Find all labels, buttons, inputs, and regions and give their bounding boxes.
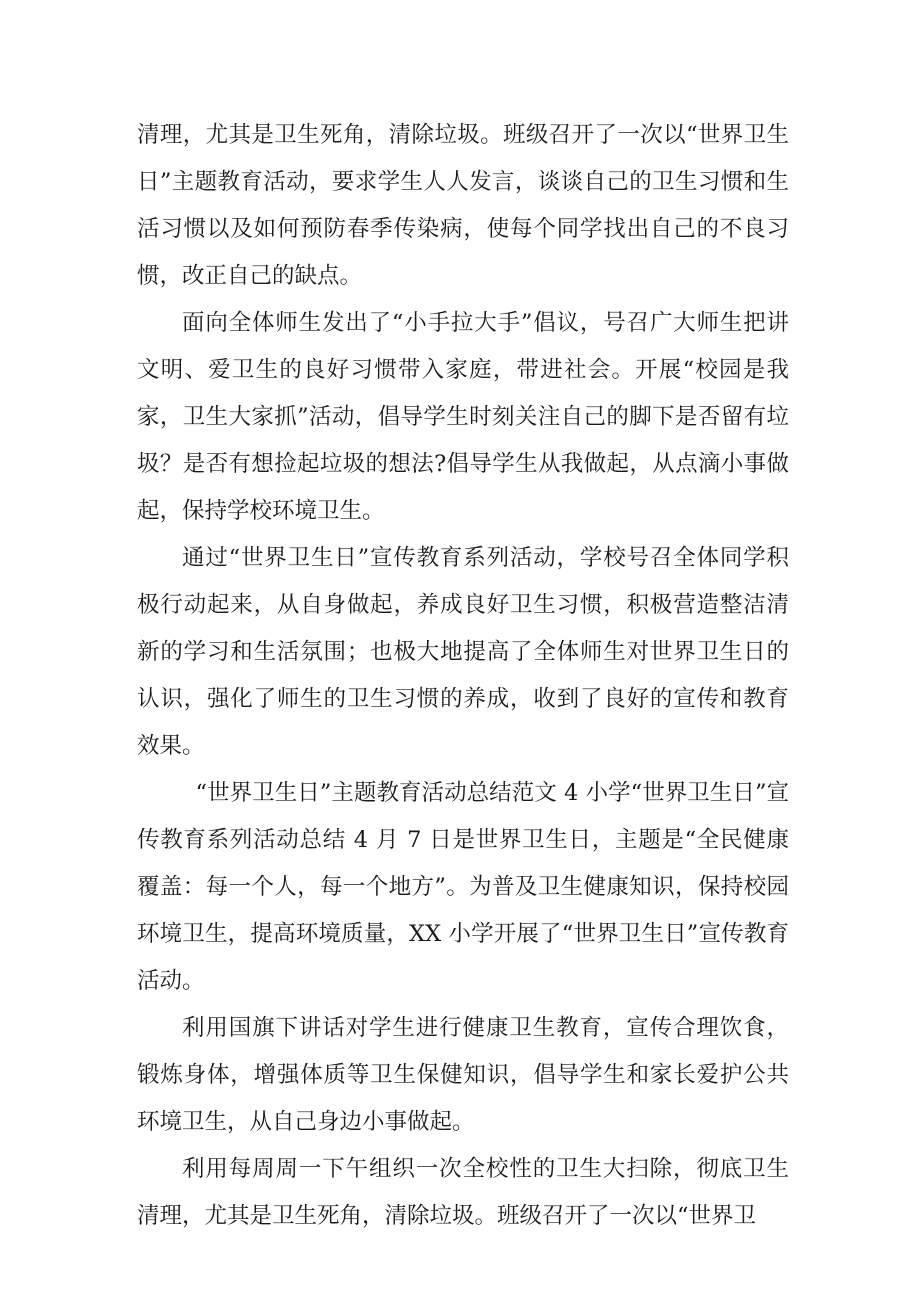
document-body: [137, 112, 789, 1240]
paragraph-small-hands-initiative: 面向全体师生发出了“小手拉大手”倡议，号召广大师生把讲文明、爱卫生的良好习惯带入家庭，带进社会。开展“校园是我家，卫生大家抓”活动，倡导学生时刻关注自己的脚下是否留有垃圾？是否有想捡起垃圾的想法?倡导学生从我做起，从点滴小事做起，保持学校环境卫生。: [137, 310, 789, 524]
paragraph-series-results: 通过“世界卫生日”宣传教育系列活动，学校号召全体同学积极行动起来，从自身做起，养成良好卫生习惯，积极营造整洁清新的学习和生活氛围；也极大地提高了全体师生对世界卫生日的认识，强化了师生的卫生习惯的养成，收到了良好的宣传和教育效果。: [137, 545, 789, 759]
paragraph-continued-cleanup: 清理，尤其是卫生死角，清除垃圾。班级召开了一次以“世界卫生日”主题教育活动，要求学生人人发言，谈谈自己的卫生习惯和生活习惯以及如何预防春季传染病，使每个同学找出自己的不良习惯，改正自己的缺点。: [137, 122, 789, 289]
paragraph-weekly-cleaning: 利用每周周一下午组织一次全校性的卫生大扫除，彻底卫生清理，尤其是卫生死角，清除垃圾。班级召开了一次以“世界卫: [137, 1156, 789, 1229]
paragraph-flag-speech: 利用国旗下讲话对学生进行健康卫生教育，宣传合理饮食，锻炼身体，增强体质等卫生保健知识，倡导学生和家长爱护公共环境卫生，从自己身边小事做起。: [137, 1015, 789, 1135]
paragraph-sample-4-intro: “世界卫生日”主题教育活动总结范文 4 小学“世界卫生日”宣传教育系列活动总结 4 月 7 日是世界卫生日，主题是“全民健康覆盖：每一个人，每一个地方”。为普及卫生健康知识，保持校园环境卫生，提高环境质量，XX 小学开展了“世界卫生日”宣传教育活动。: [137, 780, 789, 994]
